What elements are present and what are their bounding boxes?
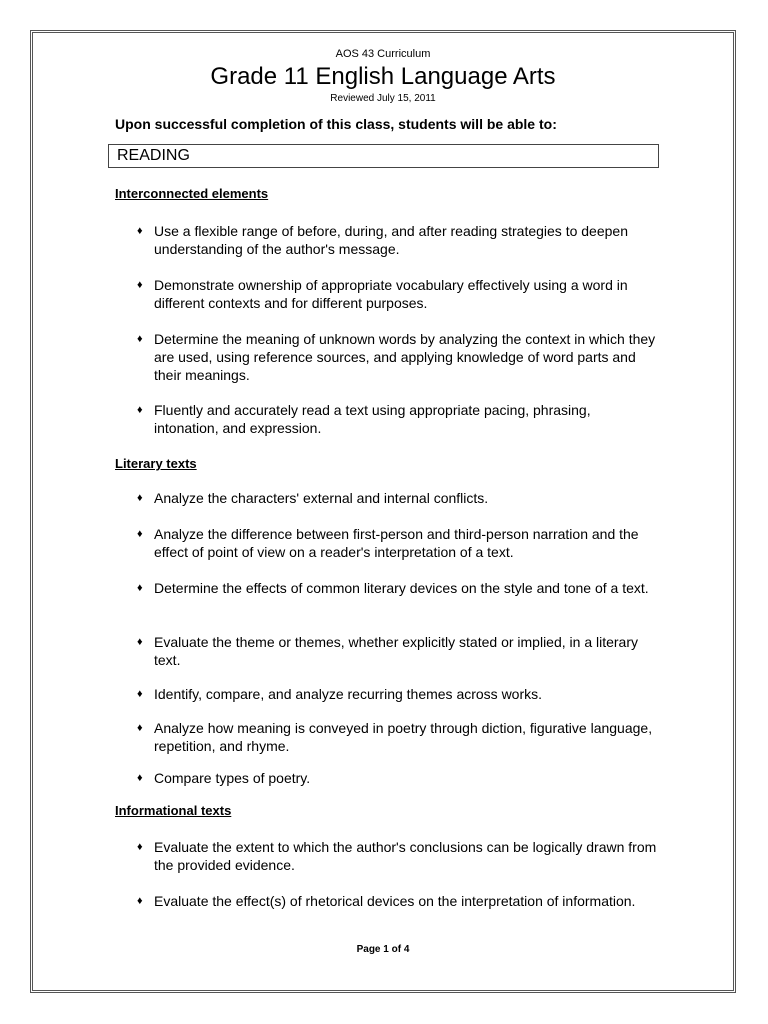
list-item-text: Identify, compare, and analyze recurring themes across works. (154, 686, 543, 702)
list-item (137, 401, 657, 437)
list-item (137, 633, 657, 669)
list-item-text: Evaluate the effect(s) of rhetorical devices on the interpretation of information. (154, 893, 636, 909)
diamond-bullet-icon: ♦ (137, 404, 143, 416)
diamond-bullet-icon: ♦ (137, 722, 143, 734)
diamond-bullet-icon: ♦ (137, 688, 143, 700)
list-item (137, 892, 657, 910)
list-item (137, 330, 657, 384)
subheading-informational-texts: Informational texts (115, 803, 232, 818)
list-item-text: Evaluate the theme or themes, whether explicitly stated or implied, in a literary text. (154, 634, 639, 668)
diamond-bullet-icon: ♦ (137, 582, 143, 594)
list-item (137, 838, 657, 874)
list-item-text: Determine the effects of common literary devices on the style and tone of a text. (154, 580, 649, 596)
document-title: Grade 11 English Language Arts (210, 63, 556, 90)
diamond-bullet-icon: ♦ (137, 772, 143, 784)
list-item-text: Determine the meaning of unknown words by analyzing the context in which they are used, using reference sources, and applying knowledge of word parts and their meanings. (154, 331, 656, 383)
list-item (137, 685, 657, 703)
list-item (137, 525, 657, 561)
list-item-text: Analyze how meaning is conveyed in poetry through diction, figurative language, repetition, and rhyme. (154, 720, 653, 754)
diamond-bullet-icon: ♦ (137, 841, 143, 853)
list-item (137, 769, 657, 787)
reviewed-date: Reviewed July 15, 2011 (330, 93, 436, 104)
list-item-text: Demonstrate ownership of appropriate vocabulary effectively using a word in different contexts and for different purposes. (154, 277, 628, 311)
list-item-text: Fluently and accurately read a text using appropriate pacing, phrasing, intonation, and expression. (154, 402, 591, 436)
diamond-bullet-icon: ♦ (137, 279, 143, 291)
diamond-bullet-icon: ♦ (137, 528, 143, 540)
intro-statement: Upon successful completion of this class, students will be able to: (115, 116, 557, 132)
section-title-reading: READING (108, 144, 659, 168)
list-item-text: Analyze the difference between first-person and third-person narration and the effect of point of view on a reader's interpretation of a text. (154, 526, 639, 560)
list-item-text: Analyze the characters' external and internal conflicts. (154, 490, 489, 506)
list-item-text: Evaluate the extent to which the author's conclusions can be logically drawn from the provided evidence. (154, 839, 657, 873)
curriculum-label: AOS 43 Curriculum (335, 48, 431, 60)
page-number: Page 1 of 4 (356, 944, 410, 955)
list-item (137, 276, 657, 312)
subheading-interconnected-elements: Interconnected elements (115, 186, 269, 201)
subheading-literary-texts: Literary texts (115, 456, 197, 471)
list-item (137, 222, 657, 258)
list-item (137, 489, 657, 507)
list-item-text: Use a flexible range of before, during, and after reading strategies to deepen understanding of the author's message. (154, 223, 628, 257)
diamond-bullet-icon: ♦ (137, 492, 143, 504)
list-item-text: Compare types of poetry. (154, 770, 311, 786)
diamond-bullet-icon: ♦ (137, 333, 143, 345)
diamond-bullet-icon: ♦ (137, 636, 143, 648)
diamond-bullet-icon: ♦ (137, 895, 143, 907)
diamond-bullet-icon: ♦ (137, 225, 143, 237)
list-item (137, 719, 657, 755)
list-item (137, 579, 657, 597)
